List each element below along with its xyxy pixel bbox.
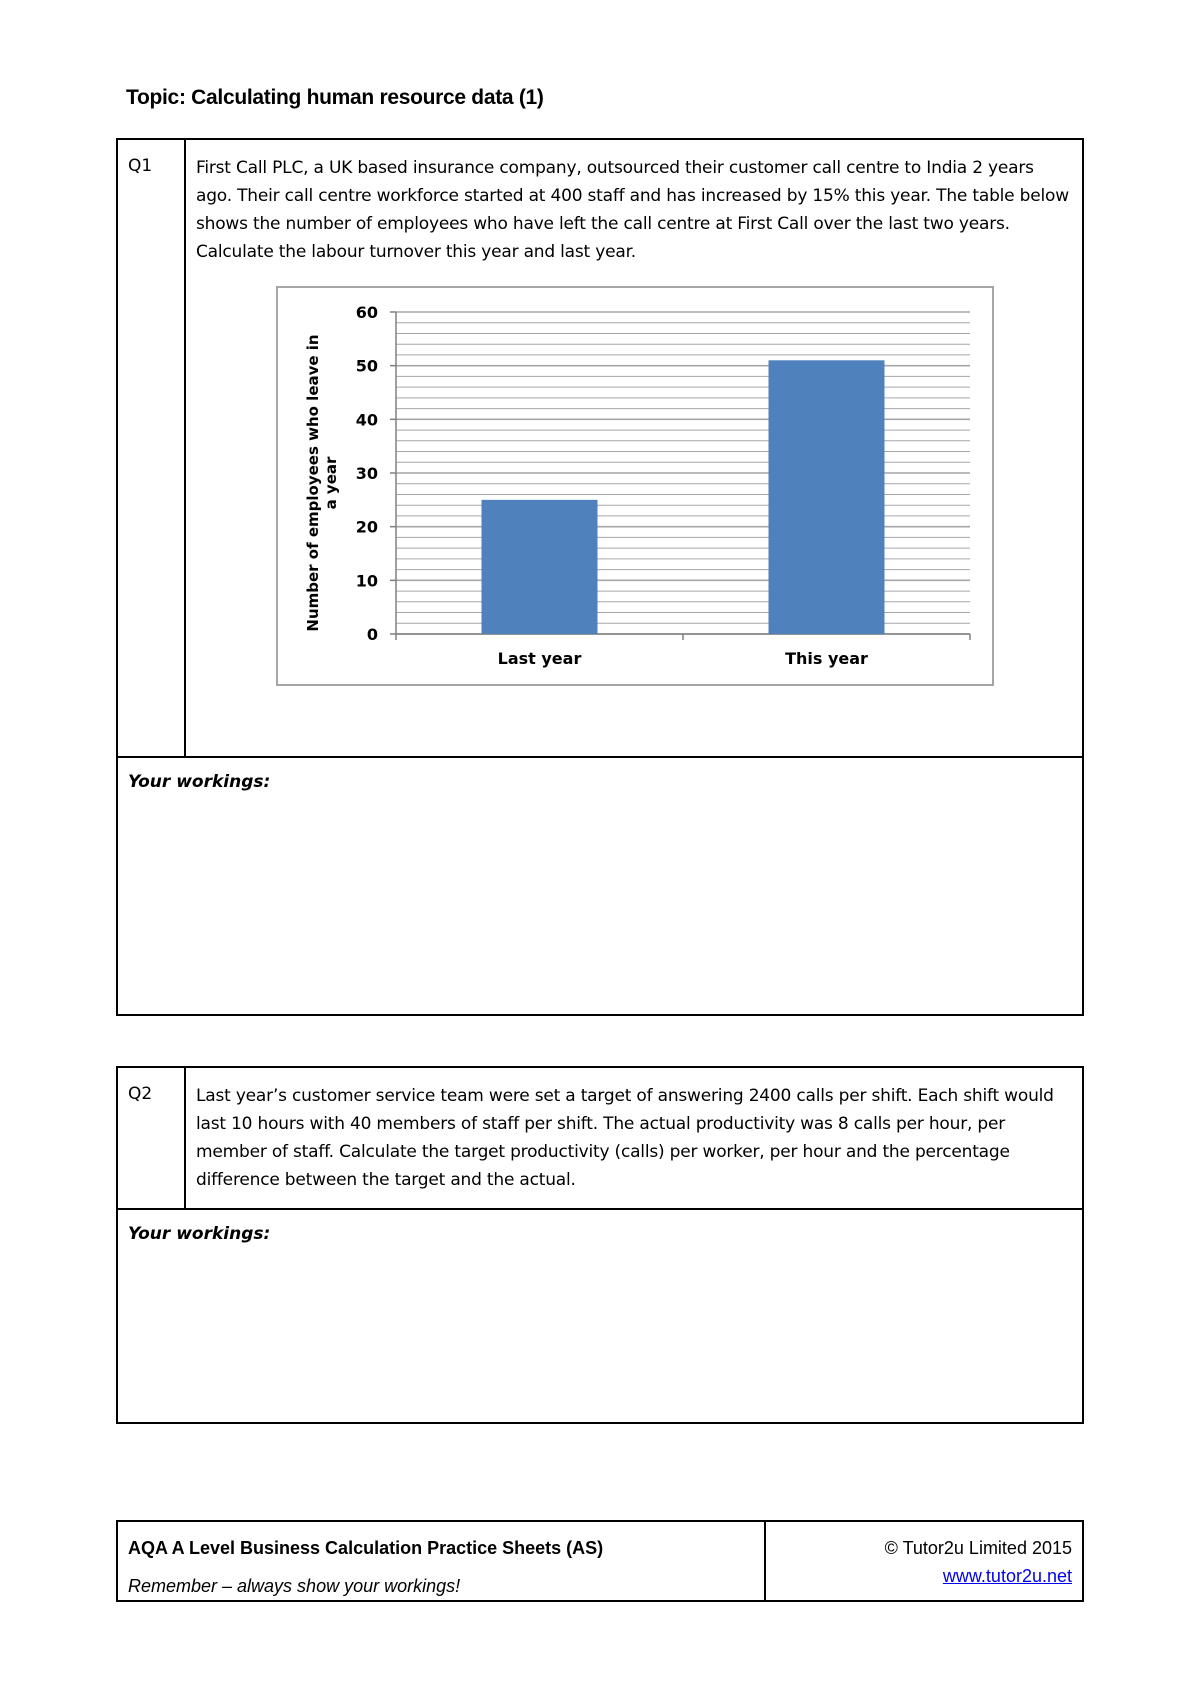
y-tick-label: 10 xyxy=(355,571,378,591)
page-title: Topic: Calculating human resource data (1) xyxy=(126,86,544,109)
labour-turnover-chart xyxy=(276,286,994,686)
footer xyxy=(116,1520,1084,1602)
question-2-box xyxy=(116,1066,1084,1424)
y-axis-label: a year xyxy=(322,456,340,510)
question-2-workings-label: Your workings: xyxy=(128,1224,271,1244)
y-tick-label: 0 xyxy=(366,625,378,644)
x-tick-label: This year xyxy=(785,649,868,668)
bar-this-year xyxy=(769,360,885,634)
question-2-text: Last year’s customer service team were set a target of answering 2400 calls per shift. Each shift would last 10 hours with 40 members of staff per shift. The actual productivity was 8 calls per hour, per member of staff. Calculate the target productivity (calls) per worker, per hour and the percentage difference between the target and the actual. xyxy=(196,1086,1054,1190)
footer-title: AQA A Level Business Calculation Practice Sheets (AS) xyxy=(128,1538,604,1558)
bar-last-year xyxy=(482,500,598,634)
question-1-number: Q1 xyxy=(118,140,186,756)
question-2-row xyxy=(118,1068,1082,1210)
y-axis-label: Number of employees who leave in xyxy=(304,334,322,632)
footer-website-link[interactable]: www.tutor2u.net xyxy=(942,1566,1072,1586)
footer-left-cell xyxy=(118,1522,766,1600)
question-2-number: Q2 xyxy=(118,1068,186,1208)
question-1-workings-label: Your workings: xyxy=(128,772,271,792)
x-tick-label: Last year xyxy=(497,649,582,668)
footer-copyright: © Tutor2u Limited 2015 xyxy=(884,1538,1072,1558)
footer-reminder: Remember – always show your workings! xyxy=(128,1576,461,1596)
y-tick-label: 30 xyxy=(355,464,378,483)
y-tick-label: 60 xyxy=(355,303,378,322)
question-1-text: First Call PLC, a UK based insurance company, outsourced their customer call centre to India 2 years ago. Their call centre workforce started at 400 staff and has increased by 15% this year. The table below shows the number of employees who have left the call centre at First Call over the last two years. Calculate the labour turnover this year and last year. xyxy=(196,158,1069,262)
y-tick-label: 40 xyxy=(355,410,378,430)
y-tick-label: 50 xyxy=(355,356,378,376)
y-tick-label: 20 xyxy=(355,517,378,537)
chart-svg xyxy=(278,288,992,684)
